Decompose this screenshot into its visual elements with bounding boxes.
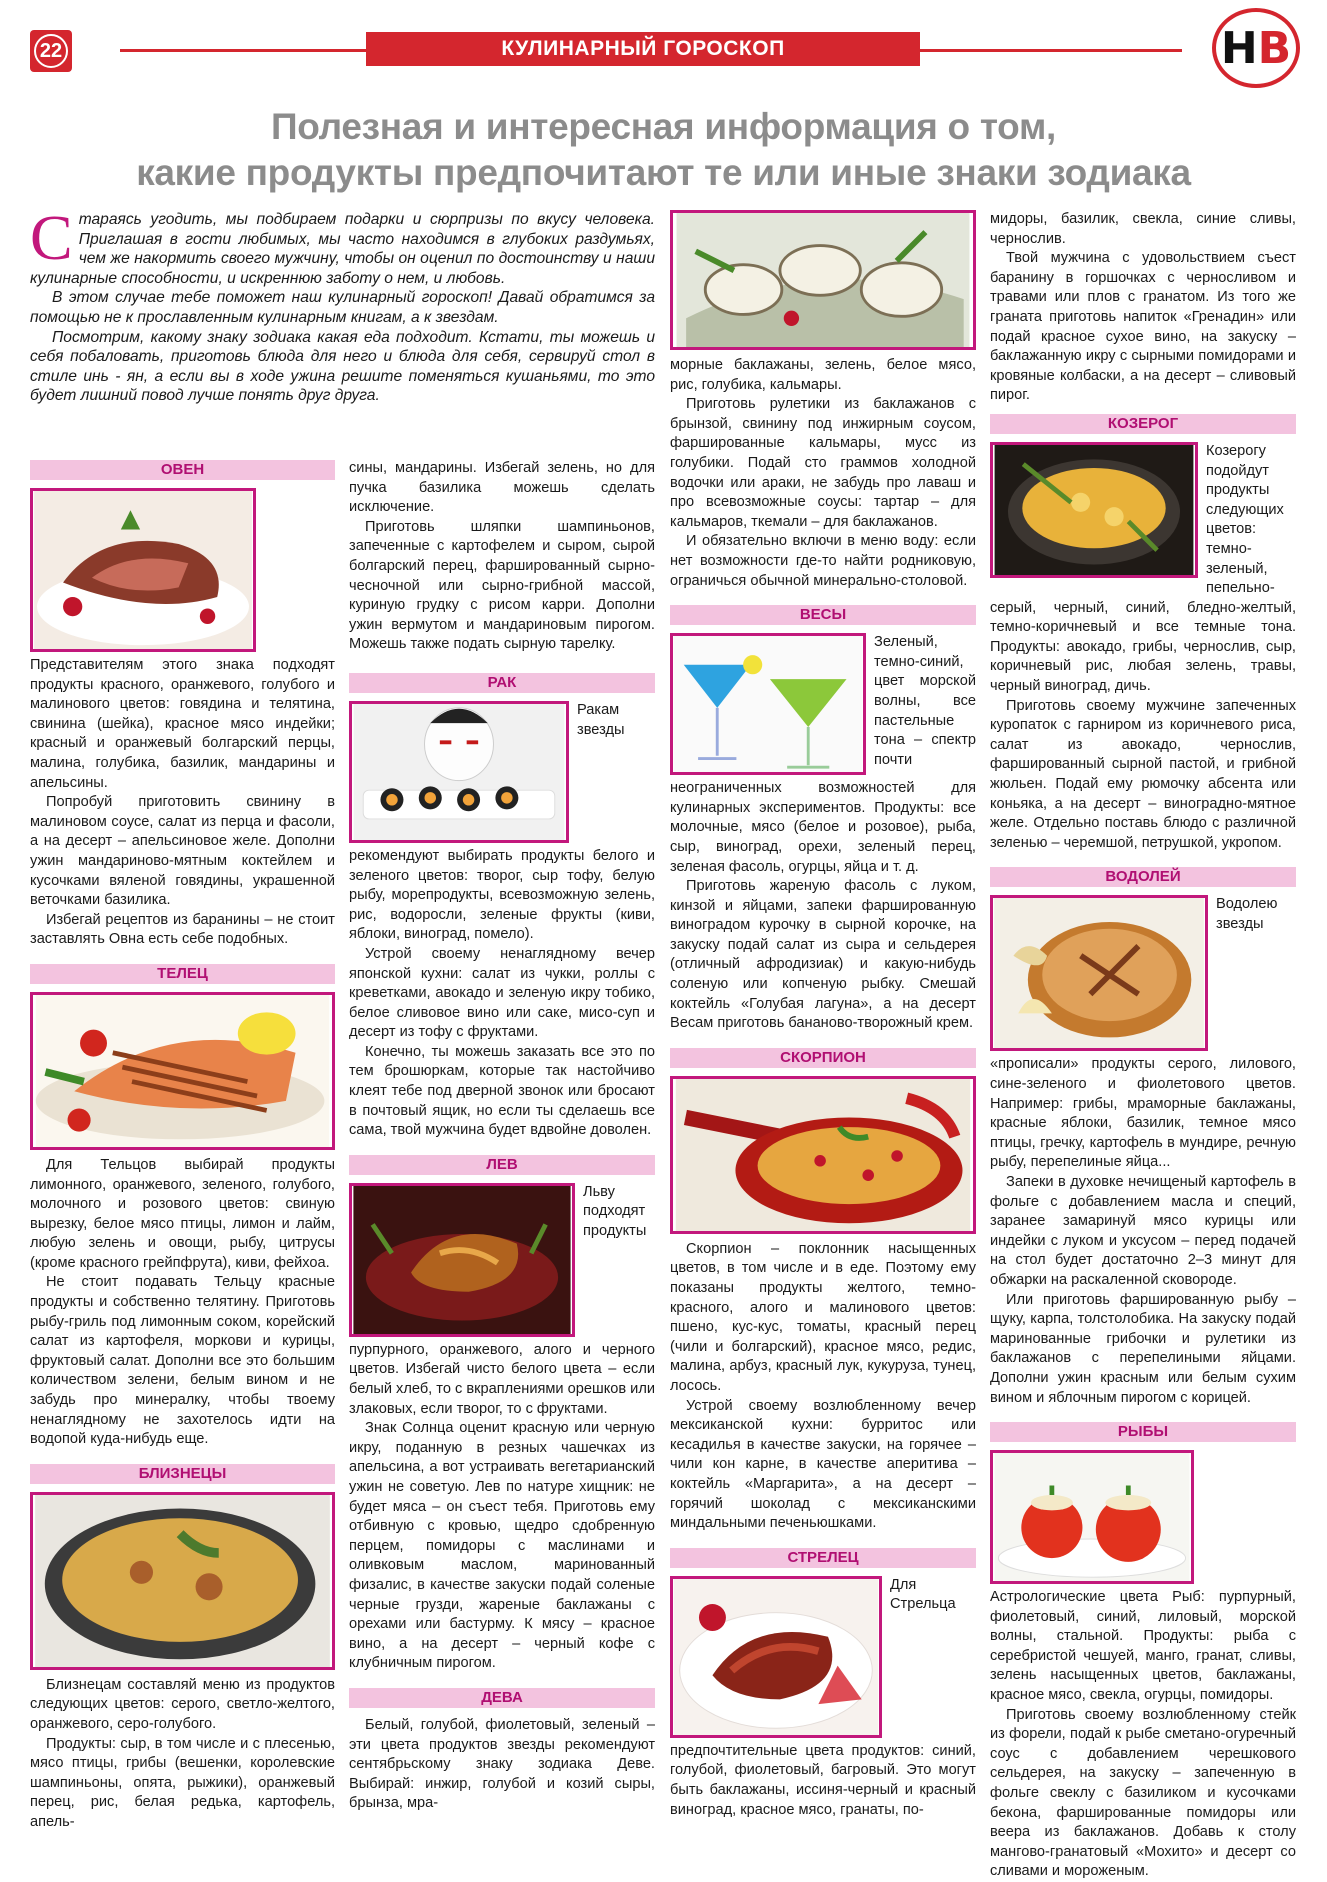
rak-p1: Ракам звезды рекомендуют выбирать продукты белого и зеленого цветов: творог, сыр тофу, белую рыбу, морепродукты, всевозможную зелень, рис, водоросли, зеленые фрукты (киви, яблоки, виноград, помело). [349,701,655,943]
photo-rak [349,701,569,843]
photo-telec [30,992,335,1150]
dish-eggplant-rolls-icon [673,213,973,347]
col4-p1: мидоры, базилик, свекла, синие сливы, чернослив. [990,211,1296,247]
publication-logo [1212,8,1300,88]
section-title-rak: РАК [349,673,655,693]
rak-p2: Устрой своему ненаглядному вечер японской кухни: салат из чукки, роллы с креветками, авокадо и зеленую икру тобико, белое сливовое вино или саке, мисо-суп и десерт из тофу с фруктами. [349,945,655,1041]
photo-deva [670,210,976,350]
headline [60,104,1267,196]
vesy-p2: Приготовь жареную фасоль с луком, кинзой и яйцами, запеки фаршированную виноградом курочку в сырной корочке, на закуску подай салат из сыра и сельдерея (отличный афродизиак) и какую-нибудь соленую или копченую рыбку. Смешай коктейль «Голубая лагуна», а на десерт Весам приготовь бананово-творожный крем. [670,878,976,1032]
col3-p3: И обязательно включи в меню воду: если нет возможности где-то найти родниковую, ограничься обычной минерально-столовой. [670,533,976,589]
photo-lev [349,1183,575,1337]
ryby-p1: Астрологические цвета Рыб: пурпурный, фиолетовый, синий, лиловый, морской волны, стальной. Продукты: рыба с серебристой чешуей, манго, гранат, сливы, зелень насыщенных цветов, баклажаны, красное мясо, свекла, огурцы, помидоры. [990,1589,1296,1704]
header-rule-right [920,49,1182,52]
vodol-p2: Запеки в духовке нечищеный картофель в фольге с добавлением масла и специй, заранее замаринуй мясо курицы или индейки с луком и уксусом – перед подачей на стол будет достаточно 2–3 минут для обжарки на раскаленной сковороде. [990,1173,1296,1288]
page-number-badge [30,30,72,72]
photo-strel [670,1576,882,1738]
col3-p1: морные баклажаны, зелень, белое мясо, рис, голубика, кальмары. [670,357,976,393]
photo-oven [30,488,256,652]
photo-kozer [990,442,1198,578]
section-title-telec: ТЕЛЕЦ [30,964,335,984]
section-title-bliz: БЛИЗНЕЦЫ [30,1464,335,1484]
headline-line-2: какие продукты предпочитают те или иные знаки зодиака [136,152,1191,193]
oven-p1: Представителям этого знака подходят продукты красного, оранжевого, голубого и малинового цветов: говядина и телятина, свинина (шейка), красное мясо индейки; красный и оранжевый болгарский перцы, малина, голубика, базилик, мандарины и апельсины. [30,657,335,791]
lev-p2: Знак Солнца оценит красную или черную икру, поданную в резных чашечках из апельсина, а вот устраивать вегетарианский ужин не советую. Лев по натуре хищник: не будет мяса – он съест тебя. Приготовь ему отбивную с кровью, щедро сдобренную перцем, помидоры с маслинами и оливковым маслом, маринованный физалис, в качестве закуски подай соленые черные грузди, жареные баклажаны с орехами или бастурму. К мясу – красное вино, а на десерт – черный кофе с клубничным пирогом. [349,1420,655,1672]
rak-p3: Конечно, ты можешь заказать все это по тем брошюркам, которые так настойчиво клеят тебе под дверной звонок или бросают в почтовый ящик, но если ты сделаешь все сама, твой мужчина будет вдвойне доволен. [349,1043,655,1139]
section-title-deva: ДЕВА [349,1688,655,1708]
skorp-p2: Устрой своему возлюбленному вечер мексиканской кухни: бурритос или кесадилья в качестве закуски, на горячее – чили кон карне, в качестве аперитива – коктейль «Маргарита», а на десерт – горячий шоколад с мексиканскими миндальными печеньюшками. [670,1397,976,1532]
stuffed-tomatoes-icon [993,1453,1191,1581]
cocktail-glasses-icon [673,636,863,772]
column-3 [670,210,976,1820]
photo-bliz [30,1492,335,1670]
lev-p1: Льву подходят продукты пурпурного, оранжевого, алого и черного цветов. Избегай чисто белого цвета – если белый хлеб, то с вкраплениями орешков или злаковых, если творог, то с фруктами. [349,1183,655,1417]
dish-chili-pan-icon [673,1079,973,1231]
page-number: 22 [34,34,68,68]
dish-gratin-icon [993,445,1195,575]
section-title-vodol: ВОДОЛЕЙ [990,867,1296,887]
photo-skorp [670,1076,976,1234]
section-title-kozer: КОЗЕРОГ [990,414,1296,434]
photo-ryby [990,1450,1194,1584]
logo-letter-a: Н [1220,22,1258,74]
section-title-lev: ЛЕВ [349,1155,655,1175]
photo-vesy [670,633,866,775]
section-title-vesy: ВЕСЫ [670,605,976,625]
ryby-p2: Приготовь своему возлюбленному стейк из форели, подай к рыбе сметано-огуречный соус с добавлением черешкового сельдерея, на закуску – запеченную в фольге свеклу с базиликом и кусочками бекона, фаршированные помидоры или веера из баклажанов. Добавь к столу мангово-гранатовый «Мохито» и десерт со сливами и мороженым. [990,1706,1296,1880]
intro-p2: В этом случае тебе поможет наш кулинарный гороскоп! Давай обратимся за помощью не к прославленным кулинарным книгам, а к звездам. [30,289,655,326]
dish-beef-sauce-icon [673,1579,879,1735]
section-title-skorp: СКОРПИОН [670,1048,976,1068]
col2-p2: Приготовь шляпки шампиньонов, запеченные с картофелем и сыром, сырой болгарский перец, фаршированный сырно-чесночной или сырно-грибной массой, куриную грудку с рисом карри. Дополни ужин вермутом и мандариновым пирогом. Можешь также подать сырную тарелку. [349,518,655,653]
headline-line-1: Полезная и интересная информация о том, [270,106,1057,147]
telec-p2: Не стоит подавать Тельцу красные продукты и собственно телятину. Приготовь рыбу-гриль под лимонным соком, корейский салат из картофеля, моркови и курицы, фруктовый салат. Дополни все это большим количеством зелени, белым вином и не забудь про минералку, чтобы твоему ненаглядному не захотелось идти на водопой куда-нибудь еще. [30,1274,335,1448]
vesy-p1: Зеленый, темно-синий, цвет морской волны, все пастельные тона – спектр почти неограниченных возможностей для кулинарных экспериментов. Продукты: все молочные, мясо (белое и розовое), рыба, сыр, виноград, орехи, зеленый перец, зеленая фасоль, огурцы, яйца и т. д. [670,634,976,875]
column-2 [349,459,655,1814]
vodol-p3: Или приготовь фаршированную рыбу – щуку, карпа, толстолобика. На закуску подай маринованные грибочки и рулетики из баклажанов с перепелиными яйцами. Дополни ужин красным или белым сухим вином и яблочным пирогом с корицей. [990,1291,1296,1406]
bliz-p2: Продукты: сыр, в том числе и с плесенью, мясо птицы, грибы (вешенки, королевские шампиньоны, опята, рыжики), оранжевый перец, рис, белая редька, картофель, апель- [30,1735,335,1830]
logo-letter-b: В [1257,22,1292,74]
strel-p1: Для Стрельца предпочтительные цвета продуктов: синий, голубой, фиолетовый, багровый. Это могут быть баклажаны, иссиня-черный и красный виноград, красное мясо, гранаты, по- [670,1576,976,1818]
oven-p3: Избегай рецептов из баранины – не стоит заставлять Овна есть себе подобных. [30,911,335,948]
intro-p1-text: тараясь угодить, мы подбираем подарки и сюрпризы по вкусу человека. Приглашая в гости любимых, мы часто находимся в глубоких раздумьях, чем же накормить своего мужчину, чтобы он оценил по достоинству и наши кулинарные способности, и искреннюю заботу о нем, и любовь. [30,211,655,287]
rubric-title: КУЛИНАРНЫЙ ГОРОСКОП [366,32,920,66]
intro [30,202,655,406]
dish-roast-bird-icon [352,1186,572,1334]
col4-p2: Твой мужчина с удовольствием съест баранину в горшочках с черносливом и травами или плов с гранатом. Из того же граната приготовь напиток «Гренадин» или подай красное сухое вино, на закуску – баклажанную икру с сырными помидорами и кровяные колбаски, а на десерт – сливовый пирог. [990,250,1296,404]
bliz-p1: Близнецам составляй меню из продуктов следующих цветов: серого, светло-желтого, оранжевого, серо-голубого. [30,1676,335,1732]
intro-p1 [30,202,655,288]
section-title-ryby: РЫБЫ [990,1422,1296,1442]
geisha-sushi-icon [352,704,566,840]
intro-p3: Посмотрим, какому знаку зодиака какая еда подходит. Кстати, ты можешь и себя побаловать, приготовь блюда для него и блюда для себя, сервируй стол в стиле инь - ян, а если вы в ходе ужина решите поменяться кушаньями, то это будет лишний повод лучше понять друг друга. [30,328,655,405]
col2-p1: сины, мандарины. Избегай зелень, но для пучка базилика можешь сделать исключение. [349,460,655,516]
kozer-p1: Козерогу подойдут продукты следующих цветов: темно-зеленый, пепельно-серый, черный, синий, бледно-желтый, темно-коричневый и все темные тона. Продукты: авокадо, грибы, чернослив, сыр, коричневый рис, любая зелень, травы, черный виноград, дичь. [990,442,1296,695]
dish-paella-icon [33,1495,332,1667]
deva-p1: Белый, голубой, фиолетовый, зеленый – эти цвета продуктов звезды рекомендуют сентябрьскому знаку зодиака Деве. Выбирай: инжир, голубой и козий сыры, брынза, мра- [349,1716,655,1812]
kozer-p2: Приготовь своему мужчине запеченных куропаток с гарниром из коричневого риса, салат из авокадо, чернослив, фаршированный сырной пастой, и грибной жюльен. Подай ему рюмочку абсента или коньяка, а на десерт – виноградно-мятное желе. Отдельно поставь блюдо с различной зеленью – черемшой, петрушкой, укропом. [990,697,1296,851]
skorp-p1: Скорпион – поклонник насыщенных цветов, в том числе и в еде. Поэтому ему показаны продукты желтого, темно-красного, алого и малинового цветов: пшено, кус-кус, томаты, красный перец (чили и болгарский), красное мясо, редис, малина, арбуз, красный лук, кукуруза, тунец, лосось. [670,1240,976,1394]
section-title-oven: ОВЕН [30,460,335,480]
vodol-p1: Водолею звезды «прописали» продукты серого, лилового, сине-зеленого и фиолетового цветов. Например: грибы, мраморные баклажаны, красные яблоки, базилик, темное мясо птицы, гречку, картофель в мундире, речную рыбу, перепелиные яйца... [990,896,1296,1171]
column-4 [990,210,1296,1882]
dish-meat-icon [33,491,253,649]
section-title-strel: СТРЕЛЕЦ [670,1548,976,1568]
photo-vodol [990,895,1208,1051]
col3-p2: Приготовь рулетики из баклажанов с брынзой, свинину под инжирным соусом, фаршированные кальмары, мусс из голубики. Подай сто граммов холодной водочки или араки, не забудь про лаваш и про всевозможные соусы: тартар – для кальмаров, ткемали – для баклажанов. [670,396,976,530]
column-1 [30,452,335,1833]
telec-p1: Для Тельцов выбирай продукты лимонного, оранжевого, зеленого, голубого, молочного и розового цветов: свиную вырезку, белое мясо птицы, лимон и лайм, любую зелень и овощи, рыбу, цитрусы (кроме красного грейпфрута), киви, фейхоа. [30,1156,335,1271]
dish-grilled-fish-icon [33,995,332,1147]
oven-p2: Попробуй приготовить свинину в малиновом соусе, салат из перца и фасоли, а на десерт – апельсиновое желе. Дополни ужин мандариново-мятным коктейлем и кусочками вяленой говядины, украшенной веточками базилика. [30,794,335,909]
header-rule-left [120,49,366,52]
dish-pie-icon [993,898,1205,1048]
drop-cap: С [30,202,73,273]
